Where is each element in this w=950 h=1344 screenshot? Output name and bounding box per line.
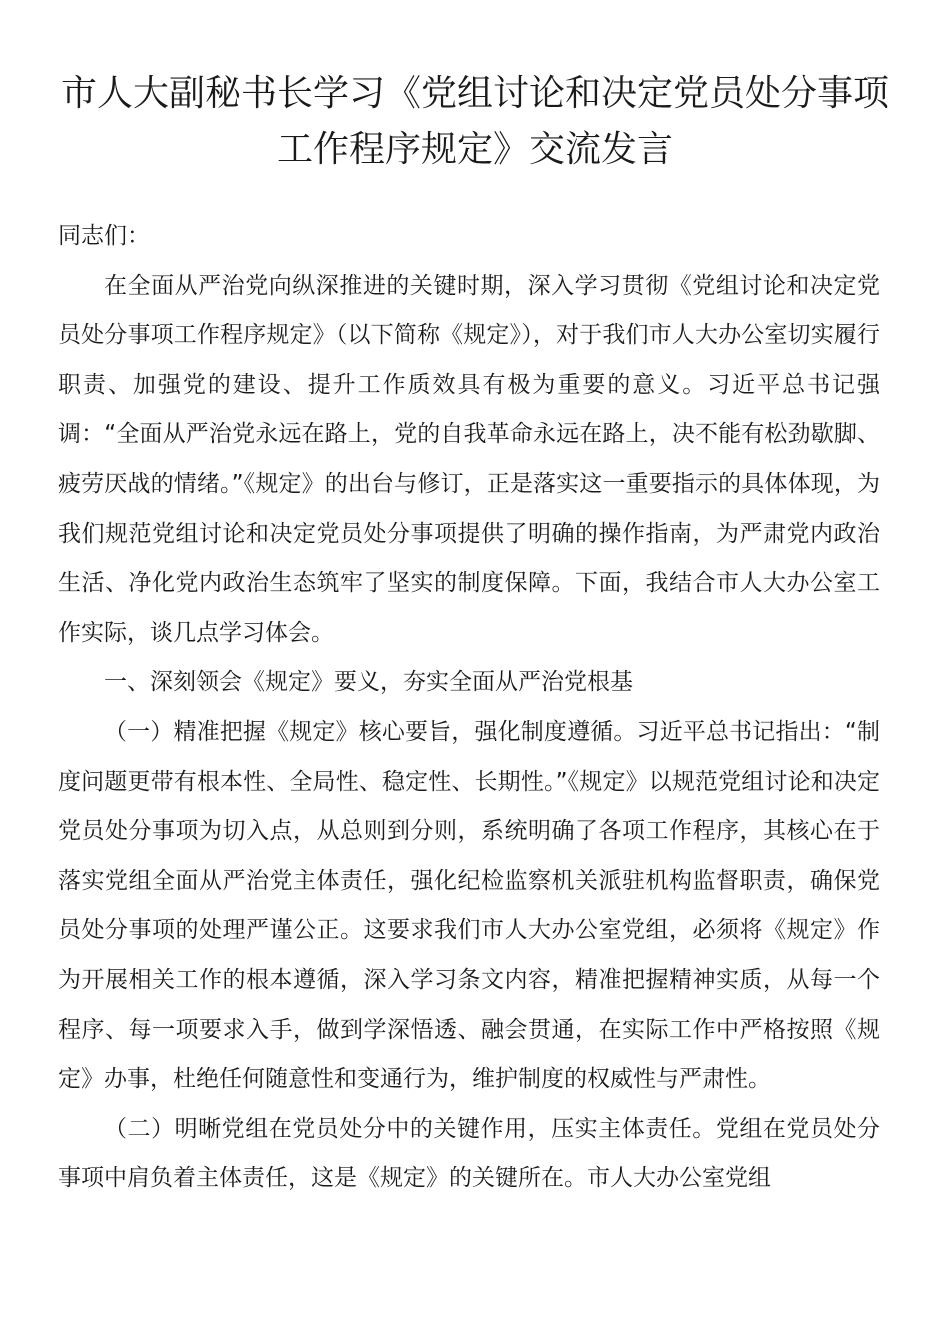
section-heading-1: 一、深刻领会《规定》要义，夯实全面从严治党根基 (104, 669, 633, 696)
paragraph-section-1-1: （一）精准把握《规定》核心要旨，强化制度遵循。习近平总书记指出：“制度问题更带有根本性、全局性、稳定性、长期性。”《规定》以规范党组讨论和决定党员处分事项为切入点，从总则到分则，系统明确了各项工作程序，其核心在于落实党组全面从严治党主体责任，强化纪检监察机关派驻机构监督职责，确保党员处分事项的处理严谨公正。这要求我们市人大办公室党组，必须将《规定》作为开展相关工作的根本遵循，深入学习条文内容，精准把握精神实质，从每一个程序、每一项要求入手，做到学深悟透、融会贯通，在实际工作中严格按照《规定》办事，杜绝任何随意性和变通行为，维护制度的权威性与严肃性。 (58, 718, 880, 1093)
salutation: 同志们： (58, 223, 150, 249)
title-line-1: 市人大副秘书长学习《党组讨论和决定党员处分事项 (60, 73, 889, 114)
title-line-2: 工作程序规定》交流发言 (276, 129, 673, 170)
paragraph-intro: 在全面从严治党向纵深推进的关键时期，深入学习贯彻《党组讨论和决定党员处分事项工作程序规定》（以下简称《规定》），对于我们市人大办公室切实履行职责、加强党的建设、提升工作质效具有极为重要的意义。习近平总书记强调：“全面从严治党永远在路上，党的自我革命永远在路上，决不能有松劲歇脚、疲劳厌战的情绪。”《规定》的出台与修订，正是落实这一重要指示的具体体现，为我们规范党组讨论和决定党员处分事项提供了明确的操作指南，为严肃党内政治生活、净化党内政治生态筑牢了坚实的制度保障。下面，我结合市人大办公室工作实际，谈几点学习体会。 (58, 272, 880, 646)
document-body (58, 212, 880, 1204)
document-title (40, 66, 910, 178)
paragraph-section-1-2: （二）明晰党组在党员处分中的关键作用，压实主体责任。党组在党员处分事项中肩负着主体责任，这是《规定》的关键所在。市人大办公室党组 (58, 1115, 880, 1192)
